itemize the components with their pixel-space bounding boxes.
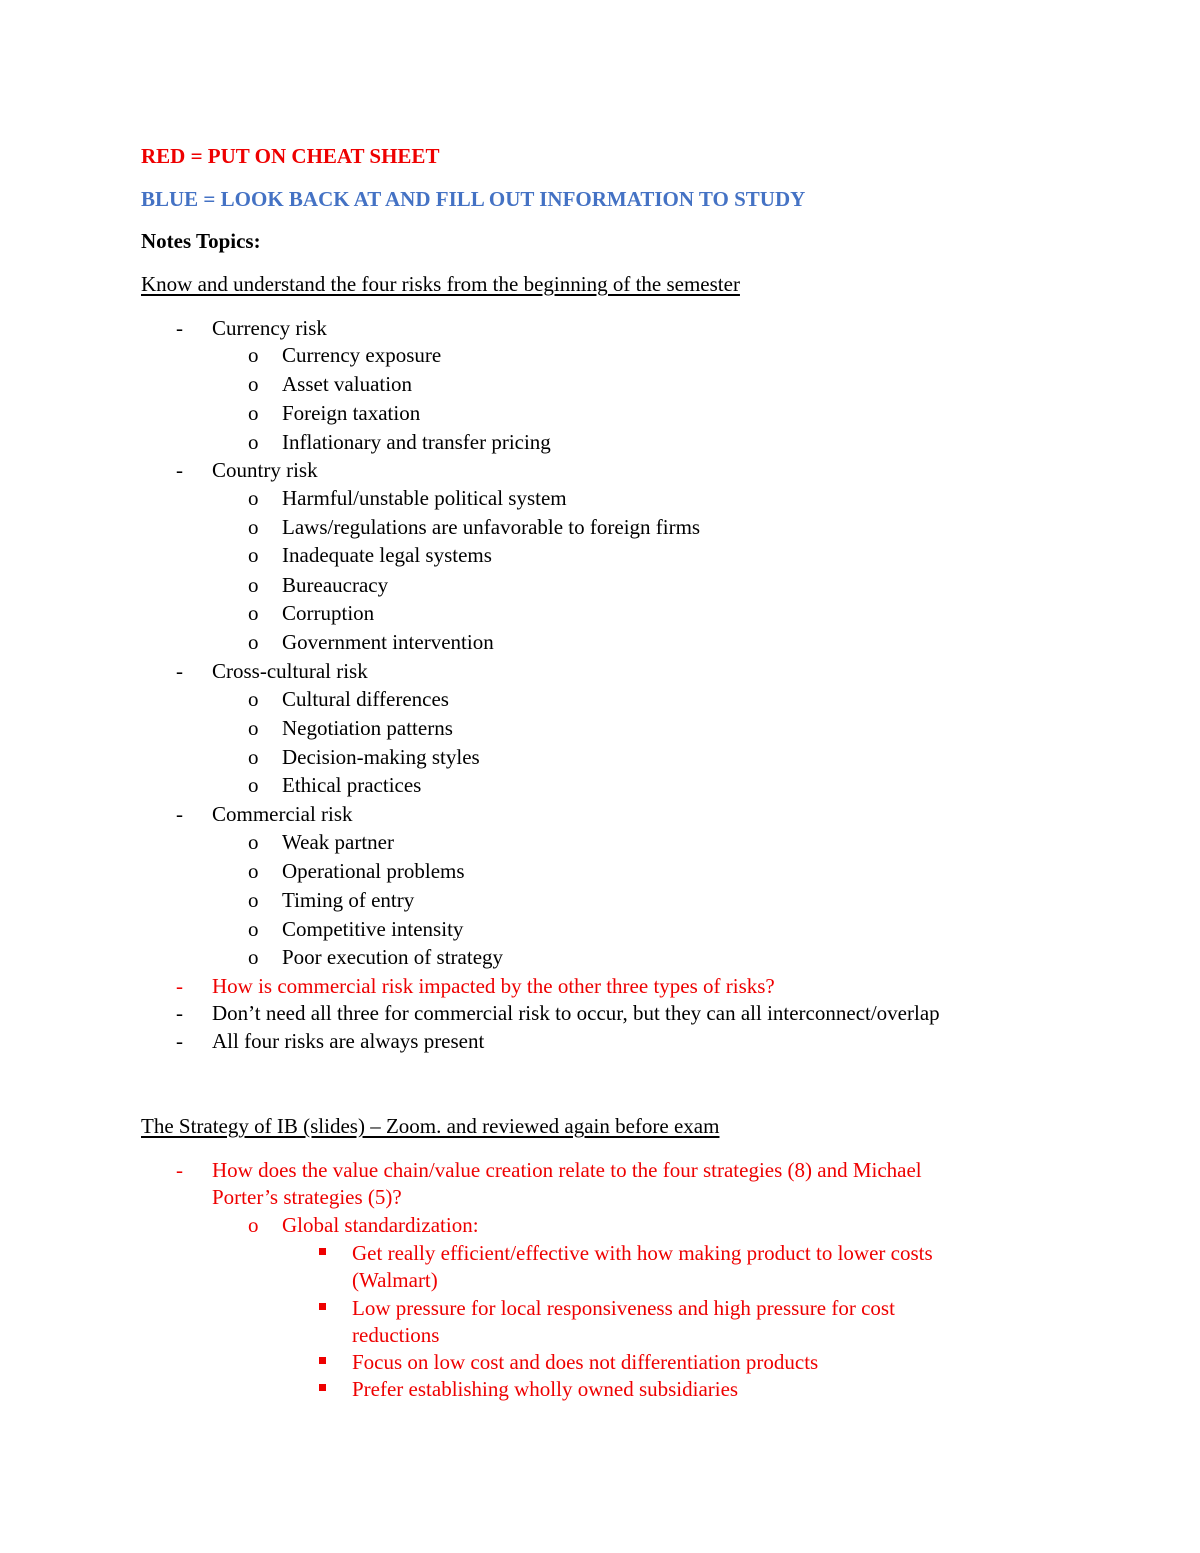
risk-item: Laws/regulations are unfavorable to foreign firms xyxy=(282,515,701,539)
risk-item: Operational problems xyxy=(282,859,465,883)
strategy-bullet: Prefer establishing wholly owned subsidiaries xyxy=(352,1377,739,1401)
circle-bullet: o xyxy=(248,630,259,654)
risk-item: Cultural differences xyxy=(282,687,449,711)
risk-item: Harmful/unstable political system xyxy=(282,486,567,510)
strategy-bullet-cont: (Walmart) xyxy=(352,1268,438,1292)
strategy-bullet: Focus on low cost and does not differentiation products xyxy=(352,1350,819,1374)
circle-bullet: o xyxy=(248,430,259,454)
circle-bullet: o xyxy=(248,486,259,510)
blue-legend: BLUE = LOOK BACK AT AND FILL OUT INFORMATION TO STUDY xyxy=(141,187,806,211)
strategy-bullet: Low pressure for local responsiveness and high pressure for cost xyxy=(352,1296,895,1320)
extra-point: All four risks are always present xyxy=(212,1029,485,1053)
risk-item: Bureaucracy xyxy=(282,573,389,597)
risk-item: Currency exposure xyxy=(282,343,442,367)
risk-item: Weak partner xyxy=(282,830,394,854)
risk-item: Government intervention xyxy=(282,630,494,654)
risk-title-cross-cultural: Cross-cultural risk xyxy=(212,659,368,683)
risk-item: Asset valuation xyxy=(282,372,413,396)
circle-bullet: o xyxy=(248,543,259,567)
square-bullet-icon xyxy=(319,1384,326,1391)
circle-bullet: o xyxy=(248,372,259,396)
notes-topics-heading: Notes Topics: xyxy=(141,229,261,253)
risk-item: Inadequate legal systems xyxy=(282,543,492,567)
risk-item: Decision-making styles xyxy=(282,745,480,769)
circle-bullet: o xyxy=(248,716,259,740)
section1-heading: Know and understand the four risks from the beginning of the semester xyxy=(141,272,740,296)
risk-item: Ethical practices xyxy=(282,773,422,797)
dash-bullet: - xyxy=(176,1158,183,1182)
value-chain-question-line2: Porter’s strategies (5)? xyxy=(212,1185,402,1209)
square-bullet-icon xyxy=(319,1248,326,1255)
dash-bullet: - xyxy=(176,1001,183,1025)
circle-bullet: o xyxy=(248,515,259,539)
dash-bullet: - xyxy=(176,1029,183,1053)
circle-bullet: o xyxy=(248,343,259,367)
dash-bullet: - xyxy=(176,316,183,340)
risk-title-country: Country risk xyxy=(212,458,318,482)
risk-title-currency: Currency risk xyxy=(212,316,327,340)
strategy-bullet-cont: reductions xyxy=(352,1323,440,1347)
risk-item: Poor execution of strategy xyxy=(282,945,504,969)
circle-bullet: o xyxy=(248,401,259,425)
global-standardization-item: Global standardization: xyxy=(282,1213,479,1237)
extra-point: Don’t need all three for commercial risk to occur, but they can all interconnect/overlap xyxy=(212,1001,940,1025)
circle-bullet: o xyxy=(248,830,259,854)
risk-item: Corruption xyxy=(282,601,375,625)
dash-bullet: - xyxy=(176,458,183,482)
square-bullet-icon xyxy=(319,1357,326,1364)
circle-bullet: o xyxy=(248,573,259,597)
dash-bullet: - xyxy=(176,974,183,998)
section2-heading: The Strategy of IB (slides) – Zoom. and reviewed again before exam xyxy=(141,1114,720,1138)
circle-bullet: o xyxy=(248,1213,259,1237)
circle-bullet: o xyxy=(248,945,259,969)
circle-bullet: o xyxy=(248,687,259,711)
risk-item: Negotiation patterns xyxy=(282,716,453,740)
risk-item: Competitive intensity xyxy=(282,917,464,941)
circle-bullet: o xyxy=(248,773,259,797)
strategy-bullet: Get really efficient/effective with how making product to lower costs xyxy=(352,1241,933,1265)
circle-bullet: o xyxy=(248,745,259,769)
circle-bullet: o xyxy=(248,859,259,883)
value-chain-question-line1: How does the value chain/value creation relate to the four strategies (8) and Michael xyxy=(212,1158,922,1182)
risk-item: Timing of entry xyxy=(282,888,415,912)
risk-item: Foreign taxation xyxy=(282,401,421,425)
circle-bullet: o xyxy=(248,917,259,941)
circle-bullet: o xyxy=(248,601,259,625)
risk-item: Inflationary and transfer pricing xyxy=(282,430,551,454)
risk-title-commercial: Commercial risk xyxy=(212,802,353,826)
red-legend: RED = PUT ON CHEAT SHEET xyxy=(141,144,440,168)
dash-bullet: - xyxy=(176,802,183,826)
square-bullet-icon xyxy=(319,1303,326,1310)
dash-bullet: - xyxy=(176,659,183,683)
circle-bullet: o xyxy=(248,888,259,912)
commercial-risk-question: How is commercial risk impacted by the other three types of risks? xyxy=(212,974,775,998)
